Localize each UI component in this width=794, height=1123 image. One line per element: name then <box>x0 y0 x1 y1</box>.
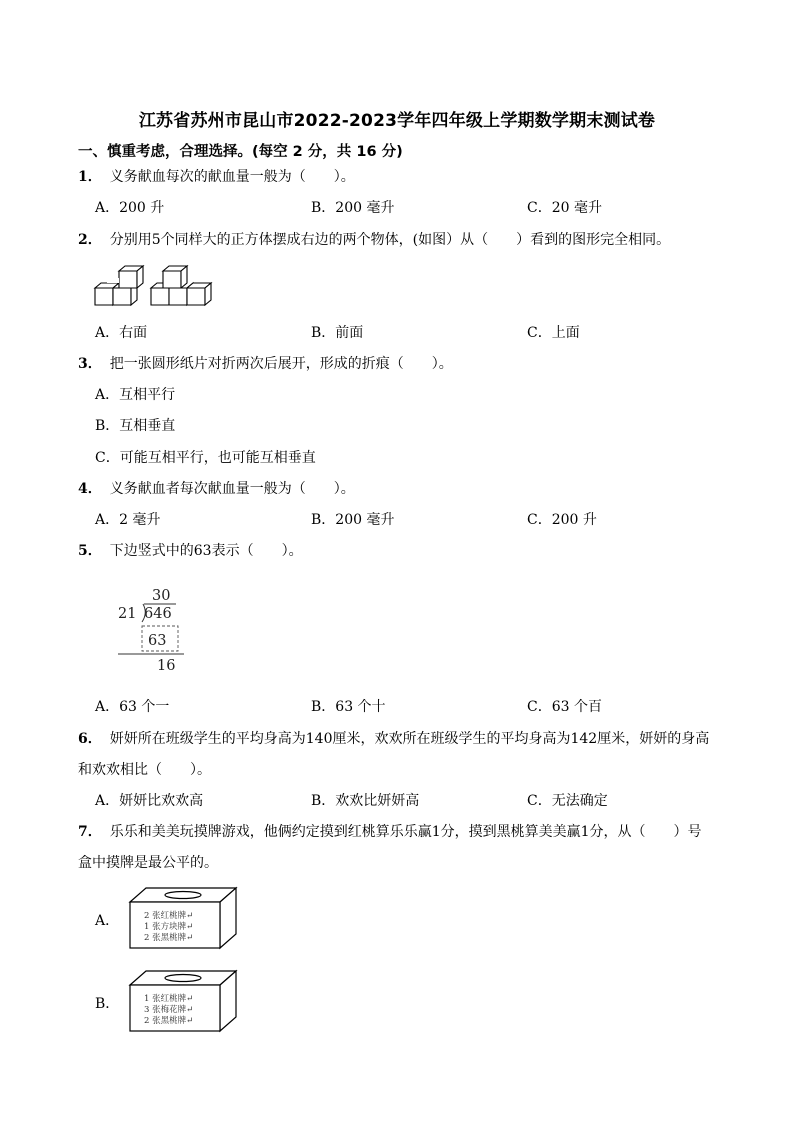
question-6-continued: 和欢欢相比（ ）。 <box>78 762 211 778</box>
question-number: 6． <box>78 731 102 747</box>
question-7-continued: 盒中摸牌是最公平的。 <box>78 855 218 871</box>
option-a: A．200 升 <box>95 200 165 216</box>
question-text: 把一张圆形纸片对折两次后展开，形成的折痕（ ）。 <box>109 356 453 372</box>
box-b-line-2: 3 张梅花牌↵ <box>144 1005 194 1015</box>
question-text: 义务献血者每次献血量一般为（ ）。 <box>109 481 355 497</box>
option-c: C．200 升 <box>527 512 597 528</box>
option-b: B．200 毫升 <box>311 200 395 216</box>
option-b: B． <box>95 996 120 1012</box>
question-1 <box>78 166 355 186</box>
question-number: 5． <box>78 543 102 559</box>
option-a: A．63 个一 <box>95 699 170 715</box>
question-3 <box>78 353 453 373</box>
option-c: C．无法确定 <box>527 793 608 809</box>
option-c: C．63 个百 <box>527 699 602 715</box>
question-number: 3． <box>78 356 102 372</box>
question-text: 分别用5个同样大的正方体摆成右边的两个物体，(如图）从（ ）看到的图形完全相同。 <box>109 232 671 248</box>
question-text: 下边竖式中的63表示（ ）。 <box>109 543 303 559</box>
question-7 <box>78 821 702 841</box>
box-a-line-1: 2 张红桃牌↵ <box>144 911 194 921</box>
question-text: 义务献血每次的献血量一般为（ ）。 <box>109 169 355 185</box>
question-number: 7． <box>78 824 102 840</box>
question-4 <box>78 478 355 498</box>
option-a: A．妍妍比欢欢高 <box>95 793 204 809</box>
division-divisor: 21 <box>118 606 137 622</box>
long-division-figure <box>112 584 192 676</box>
cube-figures-image <box>93 258 213 308</box>
card-box-b-image <box>128 969 238 1035</box>
question-number: 4． <box>78 481 102 497</box>
question-2 <box>78 229 670 249</box>
card-box-a-image <box>128 886 238 952</box>
option-b: B．前面 <box>311 325 364 341</box>
option-c: C．可能互相平行，也可能互相垂直 <box>95 450 316 466</box>
division-remainder: 16 <box>157 658 176 674</box>
question-number: 1． <box>78 169 102 185</box>
page-title: 江苏省苏州市昆山市2022-2023学年四年级上学期数学期末测试卷 <box>138 111 656 131</box>
division-dividend: 646 <box>144 606 172 622</box>
option-b: B．互相垂直 <box>95 418 176 434</box>
box-a-line-2: 1 张方块牌↵ <box>144 922 194 932</box>
option-c: C．上面 <box>527 325 580 341</box>
box-a-line-3: 2 张黑桃牌↵ <box>144 933 194 943</box>
division-product: 63 <box>148 633 167 649</box>
box-b-line-1: 1 张红桃牌↵ <box>144 994 194 1004</box>
division-quotient: 30 <box>152 588 171 604</box>
section-heading: 一、慎重考虑，合理选择。(每空 2 分，共 16 分) <box>78 144 403 160</box>
option-b: B．欢欢比妍妍高 <box>311 793 420 809</box>
option-a: A．互相平行 <box>95 387 176 403</box>
box-b-line-3: 2 张黑桃牌↵ <box>144 1016 194 1026</box>
option-a: A． <box>95 913 120 929</box>
question-text: 乐乐和美美玩摸牌游戏，他俩约定摸到红桃算乐乐赢1分，摸到黑桃算美美赢1分，从（ ）号 <box>109 824 702 840</box>
question-number: 2． <box>78 232 102 248</box>
option-b: B．63 个十 <box>311 699 386 715</box>
option-c: C．20 毫升 <box>527 200 602 216</box>
question-6 <box>78 728 709 748</box>
option-b: B．200 毫升 <box>311 512 395 528</box>
option-a: A．右面 <box>95 325 148 341</box>
option-a: A．2 毫升 <box>95 512 161 528</box>
question-5 <box>78 540 303 560</box>
question-text: 妍妍所在班级学生的平均身高为140厘米，欢欢所在班级学生的平均身高为142厘米，妍妍的身高 <box>109 731 710 747</box>
